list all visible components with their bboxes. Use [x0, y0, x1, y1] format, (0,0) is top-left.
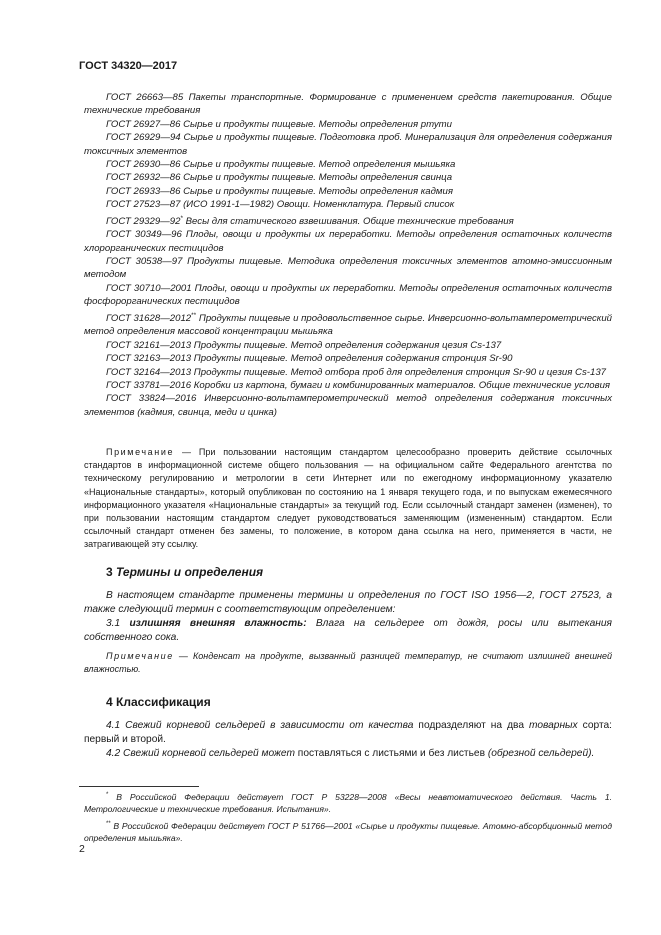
- references-note: [84, 446, 612, 552]
- footnote: * В Российской Федерации действует ГОСТ Р 53228—2008 «Весы неавтоматического действия. Часть 1. Метрологические и технические требования. Испытания».: [84, 791, 612, 815]
- reference-item: ГОСТ 32163—2013 Продукты пищевые. Метод определения содержания стронция Sr-90: [106, 353, 513, 365]
- footnote-mark: *: [180, 214, 183, 222]
- reference-item: ГОСТ 29329—92* Весы для статического взвешивания. Общие технические требования: [106, 214, 514, 227]
- footnote-divider: [79, 786, 199, 787]
- term: излишняя внешняя влажность:: [129, 618, 307, 629]
- footnote: ** В Российской Федерации действует ГОСТ Р 51766—2001 «Сырье и продукты пищевые. Атомно-абсорбционный метод определения мышьяка».: [84, 820, 612, 843]
- reference-item: ГОСТ 31628—2012** Продукты пищевые и продовольственное сырье. Инверсионно-вольтамперометрический метод определения массовой концентрации мышьяка: [84, 311, 612, 338]
- document-header: ГОСТ 34320—2017: [79, 60, 178, 72]
- reference-item: ГОСТ 32164—2013 Продукты пищевые. Метод отбора проб для определения стронция Sr-90 и цезия Cs-137: [106, 366, 606, 378]
- note-label: Примечание: [106, 447, 175, 457]
- footnotes: [84, 789, 612, 846]
- reference-item: ГОСТ 27523—87 (ИСО 1991-1—1982) Овощи. Номенклатура. Первый список: [106, 199, 455, 211]
- section-4-heading: 4 Классификация: [106, 695, 211, 709]
- reference-item: ГОСТ 33781—2016 Коробки из картона, бумаги и комбинированных материалов. Общие технические условия: [106, 379, 611, 391]
- reference-item: ГОСТ 26930—86 Сырье и продукты пищевые. Метод определения мышьяка: [106, 159, 456, 171]
- term-definition: 3.1 излишняя внешняя влажность: Влага на сельдерее от дождя, росы или вытекания собственного сока.: [84, 618, 612, 643]
- note-text: — Конденсат на продукте, вызванный разницей температур, не считают излишней внешней влажностью.: [84, 651, 612, 675]
- reference-item: ГОСТ 30710—2001 Плоды, овощи и продукты их переработки. Методы определения остаточных количеств фосфорорганических пестицидов: [84, 282, 612, 308]
- reference-item: ГОСТ 26933—86 Сырье и продукты пищевые. Методы определения кадмия: [106, 185, 453, 197]
- reference-item: ГОСТ 30538—97 Продукты пищевые. Методика определения токсичных элементов атомно-эмиссионным методом: [84, 256, 612, 281]
- page-number: 2: [79, 843, 85, 855]
- reference-item: ГОСТ 30349—96 Плоды, овощи и продукты их переработки. Методы определения остаточных количеств хлорорганических пестицидов: [84, 229, 612, 254]
- section-3-heading: 3 Термины и определения: [106, 565, 264, 579]
- reference-item: ГОСТ 32161—2013 Продукты пищевые. Метод определения содержания цезия Cs-137: [106, 339, 502, 351]
- normative-references-list: [84, 91, 612, 419]
- reference-item: ГОСТ 33824—2016 Инверсионно-вольтамперометрический метод определения содержания токсичных элементов (кадмия, свинца, меди и цинка): [84, 393, 612, 418]
- reference-item: ГОСТ 26932—86 Сырье и продукты пищевые. Методы определения свинца: [106, 172, 453, 184]
- section-3-intro: В настоящем стандарте применены термины и определения по ГОСТ ISO 1956—2, ГОСТ 27523, а также следующий термин с соответствующим определением:: [84, 590, 612, 615]
- term-note: [84, 650, 612, 677]
- section-4-body: [84, 719, 612, 761]
- note-label: Примечание: [106, 651, 174, 661]
- section-3-body: [84, 589, 612, 645]
- reference-item: ГОСТ 26663—85 Пакеты транспортные. Формирование с применением средств пакетирования. Общие технические требования: [84, 92, 612, 117]
- clause-4-2: 4.2 Свежий корневой сельдерей может поставляться с листьями и без листьев (обрезной сельдерей).: [106, 748, 595, 759]
- reference-item: ГОСТ 26929—94 Сырье и продукты пищевые. Подготовка проб. Минерализация для определения содержания токсичных элементов: [84, 132, 612, 157]
- footnote-mark: **: [191, 311, 197, 319]
- clause-4-1: 4.1 Свежий корневой сельдерей в зависимости от качества подразделяют на два товарных сорта: первый и второй.: [84, 720, 613, 745]
- note-text: — При пользовании настоящим стандартом целесообразно проверить действие ссылочных стандартов в информационной системе общего пользования — на официальном сайте Федерального агентства по техническому регулированию и метрологии в сети Интернет или по ежегодному информационному указателю «Национальные стандарты», который опубликован по состоянию на 1 января текущего года, и по выпускам ежемесячного информационного указателя «Национальные стандарты» за текущий год. Если ссылочный стандарт заменен (изменен), то при пользовании настоящим стандартом следует руководствоваться заменяющим (измененным) стандартом. Если ссылочный стандарт отменен без замены, то положение, в котором дана ссылка на него, применяется в части, не затрагивающей эту ссылку.: [84, 447, 612, 550]
- reference-item: ГОСТ 26927—86 Сырье и продукты пищевые. Методы определения ртути: [106, 118, 452, 130]
